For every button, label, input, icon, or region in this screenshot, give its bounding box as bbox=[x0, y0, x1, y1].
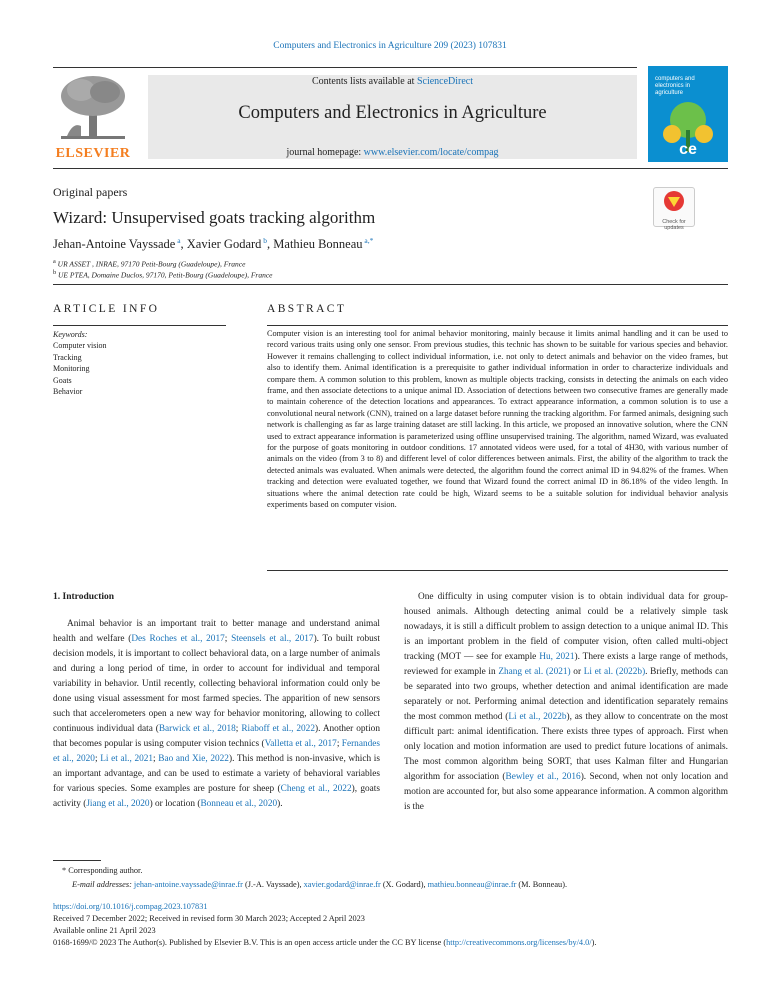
article-info-rule bbox=[53, 325, 226, 326]
author-name[interactable]: Jehan-Antoine Vayssade bbox=[53, 237, 176, 252]
email-link[interactable]: jehan-antoine.vayssade@inrae.fr bbox=[133, 880, 243, 889]
paragraph-text: Animal behavior is an important trait to better manage and understand animal health and welfare ( bbox=[53, 619, 380, 644]
email-link[interactable]: xavier.godard@inrae.fr bbox=[303, 880, 381, 889]
license-link[interactable]: http://creativecommons.org/licenses/by/4.0/ bbox=[446, 938, 592, 947]
journal-title: Computers and Electronics in Agriculture bbox=[238, 103, 547, 123]
citation-link[interactable]: Bonneau et al., 2020 bbox=[200, 799, 278, 809]
abstract-end-rule bbox=[267, 570, 728, 571]
section-divider bbox=[53, 284, 728, 285]
abstract-heading: ABSTRACT bbox=[267, 303, 347, 315]
citation-link[interactable]: Li et al., 2021 bbox=[100, 754, 154, 764]
keywords-block bbox=[53, 329, 107, 397]
email-owner: (M. Bonneau). bbox=[516, 880, 568, 889]
abstract-text: Computer vision is an interesting tool for animal behavior monitoring, mainly because it limits animal handling and it can be used to record various traits using only one sensor. From previous studies, this technic has shown to be suitable for various species and behavior. However it remains challenging to collect individual information, i.e. not only to detect animals and behavior on the video frames, but also to identify them. Animal identification is a prerequisite to gather individual information in order to characterize individuals and compare them. A common solution to this problem, known as multiple objects tracking, consists in detecting the animals on each video frame, and then associate detections to a unique animal ID. Association of detections between two consecutive frames are generally made to maintain coherence of the detection locations and appearances. To extract appearance information, a common solution is to use a convolutional neural network (CNN), trained on a large dataset before running the tracking algorithm. For farmed animals, designing such network is challenging as far as large training dataset are still lacking. In this article, we proposed an innovative solution, where the CNN used to extract appearance information is parameterized using offline unsupervised training. The algorithm, named Wizard, was evaluated for the purpose of goats monitoring in outdoor conditions. 17 annotated videos were used, for a total of 4H30, with various number of animals on the video (from 3 to 8) and different level of color differences between animals. First, the ability of the algorithm to track the detected animals was evaluated. When animals were detected, the algorithm found the correct animal ID in 94.82% of the frames. When tracking and detection were evaluated together, we found that Wizard found the correct animal ID in 86.18% of the video length. In situations where the animal detection rate could be high, Wizard seems to be a suitable solution for individual behavior analysis experiments based on computer vision. bbox=[267, 329, 728, 510]
paragraph-text: ). This method is non-invasive, which is an important advantage, and can be used to estimate a variety of behavioral variables for various species. Some examples are posture for sheep ( bbox=[53, 754, 380, 794]
paragraph-text: ), goats activity ( bbox=[53, 784, 381, 809]
citation-link[interactable]: Cheng et al., 2022 bbox=[280, 784, 352, 794]
citation-link[interactable]: Des Roches et al., 2017 bbox=[131, 634, 225, 644]
article-section-type: Original papers bbox=[53, 185, 128, 199]
contents-available-line bbox=[148, 76, 637, 87]
author-list: Jehan-Antoine Vayssade $^a$, Xavier Godard $^b$, Mathieu Bonneau $^{a,*}$ bbox=[53, 236, 374, 252]
citation-link[interactable]: Barwick et al., 2018 bbox=[158, 724, 236, 734]
homepage-link[interactable]: www.elsevier.com/locate/compag bbox=[363, 147, 499, 158]
paragraph-text: ). Second, when not only location and motion are accounted for, but also some appearance information. A common algorithm is the bbox=[404, 772, 728, 812]
keywords-label: Keywords: bbox=[53, 330, 88, 339]
email-link[interactable]: mathieu.bonneau@inrae.fr bbox=[427, 880, 517, 889]
affiliation-a bbox=[53, 258, 245, 269]
citation-link[interactable]: Fernandes et al., 2020 bbox=[53, 739, 380, 764]
email-owner: (J.-A. Vayssade), bbox=[242, 880, 304, 889]
paragraph-text: ). Another option that becomes popular is using computer vision technics ( bbox=[53, 724, 380, 749]
paragraph-text: ), as they allow to concentrate on the most difficult part: animal identification. There exists three types of approach. First when only location and motion information are used to predict future locations of animals. The most common algorithm being SORT, that uses Kalman filter and Hungarian algorithm for association ( bbox=[404, 712, 728, 782]
email-owner: (X. Godard), bbox=[380, 880, 428, 889]
author-affiliation-marker[interactable]: a bbox=[175, 236, 181, 245]
citation-link[interactable]: Steensels et al., 2017 bbox=[231, 634, 314, 644]
affiliation-text: UE PTEA, Domaine Duclos, 97170, Petit-Bourg (Guadeloupe), France bbox=[58, 270, 273, 280]
introduction-heading: 1. Introduction bbox=[53, 592, 115, 602]
license-prefix: 0168-1699/© 2023 The Author(s). Published by Elsevier B.V. This is an open access article under the CC BY license ( bbox=[53, 938, 447, 947]
header-rule bbox=[53, 67, 637, 68]
header-rule bbox=[53, 168, 728, 169]
paragraph-text: . Briefly, methods can be separated into two groups, whether detection and animal identification are made separately or not. Performing animal detection and identification separately remains the most common method ( bbox=[404, 667, 728, 722]
citation-link[interactable]: Li et al. (2022b) bbox=[583, 667, 646, 677]
journal-cover-image[interactable] bbox=[648, 66, 728, 162]
paragraph-text: ). bbox=[277, 799, 283, 809]
check-for-updates-button[interactable] bbox=[653, 187, 695, 231]
email-addresses bbox=[72, 880, 567, 889]
license-line bbox=[53, 938, 596, 947]
abstract-rule bbox=[267, 325, 728, 326]
keyword-item: Behavior bbox=[53, 387, 83, 397]
affiliation-marker: a bbox=[53, 258, 56, 265]
contents-prefix: Contents lists available at bbox=[311, 76, 415, 87]
citation-link[interactable]: Hu, 2021 bbox=[539, 652, 575, 662]
paragraph-text: ; bbox=[224, 634, 232, 644]
footnote-rule bbox=[53, 860, 101, 861]
citation-link[interactable]: Valletta et al., 2017 bbox=[264, 739, 337, 749]
introduction-paragraph-2 bbox=[404, 590, 728, 815]
paragraph-text: ; bbox=[153, 754, 159, 764]
affiliation-marker: b bbox=[53, 269, 57, 276]
author-affiliation-marker[interactable]: b bbox=[261, 236, 268, 245]
elsevier-wordmark: ELSEVIER bbox=[55, 146, 131, 161]
doi-link[interactable]: https://doi.org/10.1016/j.compag.2023.107831 bbox=[53, 902, 208, 911]
citation-link[interactable]: Zhang et al. (2021) bbox=[498, 667, 571, 677]
license-suffix: ). bbox=[591, 938, 597, 947]
keyword-item: Computer vision bbox=[53, 341, 107, 351]
citation-link[interactable]: Bao and Xie, 2022 bbox=[158, 754, 229, 764]
keyword-item: Monitoring bbox=[53, 364, 90, 374]
sciencedirect-link[interactable]: ScienceDirect bbox=[416, 76, 474, 87]
author-name[interactable]: Xavier Godard bbox=[186, 237, 262, 252]
paragraph-text: ) or location ( bbox=[149, 799, 201, 809]
citation-link[interactable]: Li et al., 2022b bbox=[508, 712, 567, 722]
introduction-paragraph-1 bbox=[53, 617, 380, 812]
paragraph-text: ). There exists a large range of methods, reviewed for example in bbox=[404, 652, 728, 677]
journal-homepage-line bbox=[148, 147, 637, 158]
citation-link[interactable]: Riaboff et al., 2022 bbox=[241, 724, 315, 734]
citation-link[interactable]: Jiang et al., 2020 bbox=[86, 799, 150, 809]
corresponding-author-note: * Corresponding author. bbox=[62, 866, 143, 875]
paper-title: Wizard: Unsupervised goats tracking algorithm bbox=[53, 208, 376, 227]
keyword-item: Tracking bbox=[53, 352, 82, 362]
cover-art bbox=[648, 94, 728, 162]
paragraph-text: or bbox=[570, 667, 584, 677]
paragraph-text: ). To built robust decision models, it is important to collect behavioral data, on a large number of animals and during a long period of time, in order to account for individual and temporal variability in behavior. Until recently, collecting behavioral information could only be done using visual assessment for most farmed species. The apparition of new sensors such that accelerometers open a new way for behavior monitoring, allowing to collect continuous individual data ( bbox=[53, 634, 380, 734]
paragraph-text: One difficulty in using computer vision is to obtain individual data for group-housed animals. Although detecting animal could be a relatively simple task nowadays, it is still a difficult problem to assign detection to a unique animal ID. This is an important problem in the field of computer vision, often called multi-object tracking (MOT — see for example bbox=[404, 592, 728, 662]
paragraph-text: ; bbox=[235, 724, 242, 734]
affiliation-b bbox=[53, 269, 272, 280]
keyword-item: Goats bbox=[53, 375, 72, 385]
check-updates-icon bbox=[654, 188, 694, 214]
homepage-prefix: journal homepage: bbox=[286, 147, 362, 158]
affiliation-text: UR ASSET , INRAE, 97170 Petit-Bourg (Guadeloupe), France bbox=[57, 259, 246, 269]
journal-reference-link[interactable]: Computers and Electronics in Agriculture 209 (2023) 107831 bbox=[273, 41, 507, 51]
received-dates: Received 7 December 2022; Received in revised form 30 March 2023; Accepted 2 April 2023 bbox=[53, 914, 365, 923]
available-online-date: Available online 21 April 2023 bbox=[53, 926, 156, 935]
paragraph-text: ; bbox=[336, 739, 342, 749]
check-updates-label: Check for updates bbox=[662, 219, 686, 231]
paragraph-text: ; bbox=[94, 754, 101, 764]
author-name[interactable]: Mathieu Bonneau bbox=[273, 237, 363, 252]
email-label: E-mail addresses: bbox=[72, 880, 134, 889]
cover-logo-text: ce bbox=[679, 141, 697, 158]
article-info-heading: ARTICLE INFO bbox=[53, 303, 160, 315]
cover-title: computers and electronics in agriculture bbox=[655, 76, 695, 96]
citation-link[interactable]: Bewley et al., 2016 bbox=[505, 772, 581, 782]
author-affiliation-marker[interactable]: a,* bbox=[362, 236, 374, 245]
